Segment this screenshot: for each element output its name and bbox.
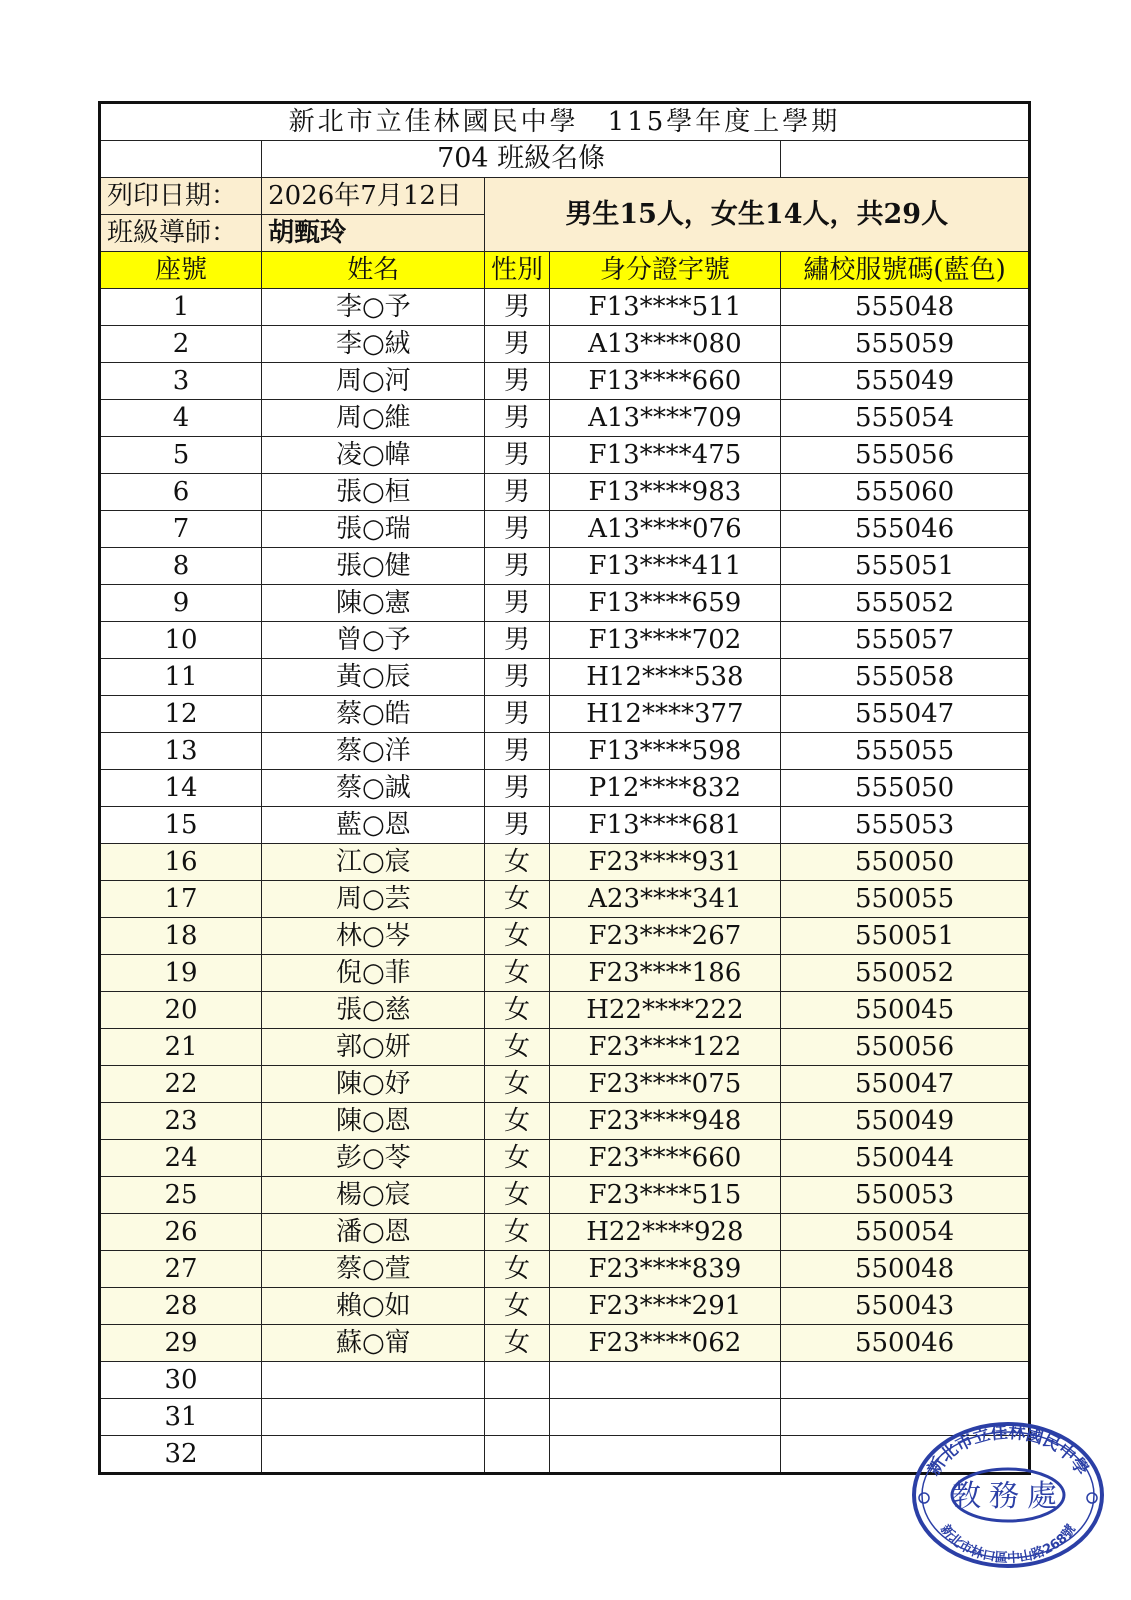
print-date-label: 列印日期：: [100, 178, 262, 215]
cell-id: F23****931: [549, 844, 780, 881]
cell-uniform: 555055: [781, 733, 1030, 770]
school-seal-stamp: [910, 1420, 1106, 1570]
cell-name: 蔡○誠: [262, 770, 485, 807]
cell-seat: 8: [100, 548, 262, 585]
cell-seat: 11: [100, 659, 262, 696]
cell-gender: 男: [485, 622, 549, 659]
cell-uniform: 550046: [781, 1325, 1030, 1362]
document-title: 新北市立佳林國民中學 115學年度上學期: [100, 103, 1030, 141]
table-row: [100, 659, 1030, 696]
cell-gender: 男: [485, 474, 549, 511]
cell-gender: 女: [485, 1029, 549, 1066]
cell-uniform: 555058: [781, 659, 1030, 696]
table-row: [100, 474, 1030, 511]
cell-seat: 9: [100, 585, 262, 622]
table-row: [100, 733, 1030, 770]
table-row: [100, 363, 1030, 400]
cell-name: 郭○妍: [262, 1029, 485, 1066]
cell-seat: 26: [100, 1214, 262, 1251]
cell-seat: 16: [100, 844, 262, 881]
stamp-outer-text: 新北市立佳林國民中學: [923, 1422, 1093, 1480]
cell-name: 李○予: [262, 289, 485, 326]
cell-seat: 5: [100, 437, 262, 474]
table-row: [100, 1214, 1030, 1251]
cell-gender: 女: [485, 1140, 549, 1177]
cell-name: 蘇○甯: [262, 1325, 485, 1362]
table-row: [100, 289, 1030, 326]
table-row: [100, 918, 1030, 955]
cell-id: F23****122: [549, 1029, 780, 1066]
cell-gender: 男: [485, 585, 549, 622]
cell-uniform: 550049: [781, 1103, 1030, 1140]
cell-gender: 女: [485, 881, 549, 918]
table-row: [100, 1103, 1030, 1140]
cell-gender: 女: [485, 1214, 549, 1251]
cell-uniform: 550047: [781, 1066, 1030, 1103]
table-row: [100, 585, 1030, 622]
cell-gender: 女: [485, 844, 549, 881]
cell-uniform: 555059: [781, 326, 1030, 363]
cell-id: F13****511: [549, 289, 780, 326]
cell-uniform: 550054: [781, 1214, 1030, 1251]
cell-seat: 15: [100, 807, 262, 844]
cell-name: 張○慈: [262, 992, 485, 1029]
cell-gender: 男: [485, 696, 549, 733]
cell-seat: 3: [100, 363, 262, 400]
class-title-row: [100, 141, 1030, 178]
cell-name: 陳○憲: [262, 585, 485, 622]
cell-uniform: 550045: [781, 992, 1030, 1029]
cell-seat: 7: [100, 511, 262, 548]
cell-seat: 28: [100, 1288, 262, 1325]
table-row: [100, 1251, 1030, 1288]
cell-gender: 女: [485, 918, 549, 955]
cell-uniform: 555057: [781, 622, 1030, 659]
cell-uniform: 550043: [781, 1288, 1030, 1325]
cell-name: 蔡○萱: [262, 1251, 485, 1288]
table-row: [100, 437, 1030, 474]
cell-name: 陳○妤: [262, 1066, 485, 1103]
cell-seat: 24: [100, 1140, 262, 1177]
cell-uniform: 555060: [781, 474, 1030, 511]
table-row: [100, 1399, 1030, 1436]
cell-uniform: 550051: [781, 918, 1030, 955]
cell-id: H22****928: [549, 1214, 780, 1251]
cell-gender: [485, 1362, 549, 1399]
cell-seat: 29: [100, 1325, 262, 1362]
cell-id: F23****948: [549, 1103, 780, 1140]
print-date-row: [100, 178, 1030, 215]
cell-uniform: 555048: [781, 289, 1030, 326]
cell-id: F23****267: [549, 918, 780, 955]
cell-gender: 女: [485, 955, 549, 992]
cell-gender: 女: [485, 1103, 549, 1140]
cell-id: F13****659: [549, 585, 780, 622]
cell-name: 凌○幃: [262, 437, 485, 474]
column-header-uniform: 繡校服號碼(藍色): [781, 252, 1030, 289]
cell-gender: 男: [485, 548, 549, 585]
cell-uniform: 550052: [781, 955, 1030, 992]
table-row: [100, 326, 1030, 363]
cell-name: 黃○辰: [262, 659, 485, 696]
cell-id: F13****598: [549, 733, 780, 770]
cell-seat: 14: [100, 770, 262, 807]
cell-id: F13****702: [549, 622, 780, 659]
cell-name: 周○河: [262, 363, 485, 400]
cell-gender: 男: [485, 437, 549, 474]
title-row: [100, 103, 1030, 141]
cell-seat: 32: [100, 1436, 262, 1474]
blank-cell: [100, 141, 262, 178]
cell-uniform: 555047: [781, 696, 1030, 733]
cell-id: F13****660: [549, 363, 780, 400]
table-row: [100, 548, 1030, 585]
cell-seat: 6: [100, 474, 262, 511]
cell-id: F13****681: [549, 807, 780, 844]
table-row: [100, 1436, 1030, 1474]
cell-uniform: 555053: [781, 807, 1030, 844]
cell-gender: 男: [485, 770, 549, 807]
gender-summary: 男生15人，女生14人，共29人: [485, 178, 1030, 252]
cell-seat: 20: [100, 992, 262, 1029]
cell-uniform: 555056: [781, 437, 1030, 474]
table-row: [100, 770, 1030, 807]
cell-seat: 23: [100, 1103, 262, 1140]
table-row: [100, 955, 1030, 992]
cell-uniform: 555049: [781, 363, 1030, 400]
cell-id: F23****515: [549, 1177, 780, 1214]
cell-name: [262, 1436, 485, 1474]
column-header-seat: 座號: [100, 252, 262, 289]
cell-name: 曾○予: [262, 622, 485, 659]
cell-seat: 30: [100, 1362, 262, 1399]
cell-seat: 1: [100, 289, 262, 326]
cell-name: 彭○苓: [262, 1140, 485, 1177]
cell-gender: [485, 1399, 549, 1436]
cell-name: [262, 1399, 485, 1436]
column-header-gender: 性別: [485, 252, 549, 289]
cell-seat: 21: [100, 1029, 262, 1066]
table-row: [100, 1140, 1030, 1177]
cell-id: [549, 1362, 780, 1399]
table-row: [100, 807, 1030, 844]
cell-name: 周○維: [262, 400, 485, 437]
cell-id: [549, 1399, 780, 1436]
cell-name: 陳○恩: [262, 1103, 485, 1140]
cell-name: [262, 1362, 485, 1399]
cell-uniform: 555054: [781, 400, 1030, 437]
cell-gender: 男: [485, 363, 549, 400]
cell-uniform: 550056: [781, 1029, 1030, 1066]
table-row: [100, 881, 1030, 918]
cell-gender: 女: [485, 1288, 549, 1325]
cell-id: H12****377: [549, 696, 780, 733]
cell-id: A23****341: [549, 881, 780, 918]
column-header-name: 姓名: [262, 252, 485, 289]
teacher-name: 胡甄玲: [262, 215, 485, 252]
cell-gender: [485, 1436, 549, 1474]
cell-name: 蔡○洋: [262, 733, 485, 770]
cell-uniform: 555051: [781, 548, 1030, 585]
cell-uniform: 555050: [781, 770, 1030, 807]
cell-uniform: [781, 1362, 1030, 1399]
cell-id: [549, 1436, 780, 1474]
cell-uniform: 550053: [781, 1177, 1030, 1214]
cell-id: F23****660: [549, 1140, 780, 1177]
cell-gender: 男: [485, 326, 549, 363]
cell-seat: 19: [100, 955, 262, 992]
table-row: [100, 696, 1030, 733]
stamp-center-text: 教務處: [951, 1479, 1065, 1514]
cell-id: A13****709: [549, 400, 780, 437]
cell-name: 林○岑: [262, 918, 485, 955]
cell-name: 賴○如: [262, 1288, 485, 1325]
cell-seat: 31: [100, 1399, 262, 1436]
table-row: [100, 1177, 1030, 1214]
print-date-value: 2026年7月12日: [262, 178, 485, 215]
table-row: [100, 992, 1030, 1029]
cell-seat: 4: [100, 400, 262, 437]
cell-id: F23****839: [549, 1251, 780, 1288]
cell-seat: 13: [100, 733, 262, 770]
cell-uniform: 550048: [781, 1251, 1030, 1288]
table-row: [100, 1066, 1030, 1103]
cell-gender: 男: [485, 733, 549, 770]
cell-id: F23****291: [549, 1288, 780, 1325]
table-row: [100, 511, 1030, 548]
cell-name: 楊○宸: [262, 1177, 485, 1214]
cell-name: 張○桓: [262, 474, 485, 511]
table-row: [100, 1362, 1030, 1399]
cell-id: F23****062: [549, 1325, 780, 1362]
cell-id: F23****075: [549, 1066, 780, 1103]
table-row: [100, 1288, 1030, 1325]
cell-seat: 25: [100, 1177, 262, 1214]
cell-gender: 女: [485, 1325, 549, 1362]
cell-seat: 27: [100, 1251, 262, 1288]
cell-gender: 女: [485, 1177, 549, 1214]
cell-id: H22****222: [549, 992, 780, 1029]
cell-seat: 10: [100, 622, 262, 659]
cell-uniform: 550055: [781, 881, 1030, 918]
cell-name: 蔡○皓: [262, 696, 485, 733]
cell-uniform: 555046: [781, 511, 1030, 548]
cell-gender: 女: [485, 1251, 549, 1288]
table-row: [100, 400, 1030, 437]
cell-gender: 男: [485, 400, 549, 437]
table-row: [100, 1029, 1030, 1066]
cell-seat: 17: [100, 881, 262, 918]
cell-gender: 男: [485, 807, 549, 844]
cell-name: 潘○恩: [262, 1214, 485, 1251]
cell-id: F13****475: [549, 437, 780, 474]
cell-uniform: 555052: [781, 585, 1030, 622]
class-title: 704 班級名條: [262, 141, 781, 178]
cell-seat: 22: [100, 1066, 262, 1103]
cell-id: A13****080: [549, 326, 780, 363]
cell-id: F13****983: [549, 474, 780, 511]
cell-seat: 2: [100, 326, 262, 363]
svg-text:新北市立佳林國民中學: [923, 1422, 1093, 1480]
svg-text:新北市林口區中山路268號: [937, 1522, 1079, 1567]
cell-uniform: 550044: [781, 1140, 1030, 1177]
cell-id: F23****186: [549, 955, 780, 992]
class-roster-table: [98, 101, 1031, 1475]
cell-gender: 男: [485, 289, 549, 326]
cell-name: 張○瑞: [262, 511, 485, 548]
table-row: [100, 1325, 1030, 1362]
cell-id: H12****538: [549, 659, 780, 696]
table-row: [100, 622, 1030, 659]
cell-id: A13****076: [549, 511, 780, 548]
stamp-bottom-text: 新北市林口區中山路268號: [937, 1522, 1079, 1567]
teacher-label: 班級導師：: [100, 215, 262, 252]
cell-name: 李○絨: [262, 326, 485, 363]
cell-gender: 男: [485, 511, 549, 548]
cell-name: 倪○菲: [262, 955, 485, 992]
cell-uniform: 550050: [781, 844, 1030, 881]
cell-name: 藍○恩: [262, 807, 485, 844]
table-row: [100, 844, 1030, 881]
cell-gender: 女: [485, 992, 549, 1029]
blank-cell: [781, 141, 1030, 178]
cell-gender: 女: [485, 1066, 549, 1103]
cell-seat: 12: [100, 696, 262, 733]
cell-gender: 男: [485, 659, 549, 696]
cell-id: F13****411: [549, 548, 780, 585]
column-header-id: 身分證字號: [549, 252, 780, 289]
cell-name: 周○芸: [262, 881, 485, 918]
cell-id: P12****832: [549, 770, 780, 807]
cell-name: 江○宸: [262, 844, 485, 881]
cell-name: 張○健: [262, 548, 485, 585]
cell-seat: 18: [100, 918, 262, 955]
column-header-row: [100, 252, 1030, 289]
